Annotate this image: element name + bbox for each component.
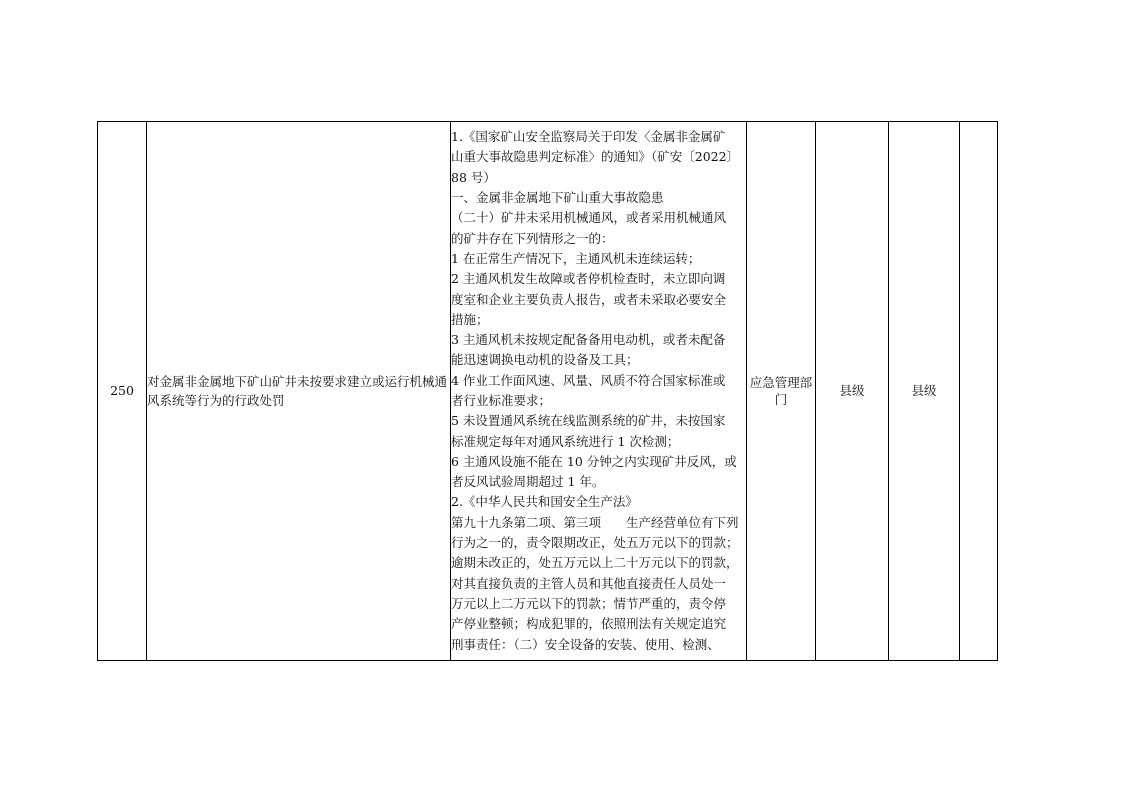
legal-basis-line: 88 号） (451, 169, 496, 185)
legal-basis-line: 的矿井存在下列情形之一的： (451, 230, 614, 246)
note-cell (960, 122, 998, 661)
legal-basis-line: 6 主通风设施不能在 10 分钟之内实现矿井反风，或 (451, 453, 737, 469)
legal-basis-line: 度室和企业主要负责人报告，或者未采取必要安全 (451, 291, 727, 307)
legal-basis-cell (451, 122, 747, 661)
authority-table (97, 121, 998, 661)
department-cell (747, 122, 816, 661)
legal-basis-line: 第九十九条第二项、第三项 生产经营单位有下列 (451, 514, 739, 530)
legal-basis-line: 1 在正常生产情况下，主通风机未连续运转； (451, 250, 701, 266)
level-cell-2: 县级 (889, 122, 960, 661)
legal-basis-line: 2 主通风机发生故障或者停机检查时，未立即向调 (451, 271, 726, 287)
legal-basis-line: 4 作业工作面风速、风量、风质不符合国家标准或 (451, 372, 726, 388)
legal-basis-line: 刑事责任：（二）安全设备的安装、使用、检测、 (451, 636, 720, 652)
legal-basis-text (451, 127, 746, 655)
legal-basis-line: 者反风试验周期超过 1 年。 (451, 474, 605, 490)
legal-basis-line: 产停业整顿；构成犯罪的，依照刑法有关规定追究 (451, 616, 727, 632)
legal-basis-line: 逾期未改正的，处五万元以上二十万元以下的罚款， (451, 555, 739, 571)
legal-basis-line: 一、金属非金属地下矿山重大事故隐患 (451, 190, 664, 206)
level-cell-1: 县级 (816, 122, 889, 661)
row-number: 250 (98, 122, 147, 661)
legal-basis-line: 5 未设置通风系统在线监测系统的矿井，未按国家 (451, 413, 726, 429)
legal-basis-line: 标准规定每年对通风系统进行 1 次检测； (451, 433, 680, 449)
legal-basis-line: 2.《中华人民共和国安全生产法》 (451, 494, 638, 510)
legal-basis-line: 能迅速调换电动机的设备及工具； (451, 352, 639, 368)
legal-basis-line: 行为之一的，责令限期改正，处五万元以下的罚款； (451, 535, 739, 551)
legal-basis-line: 对其直接负责的主管人员和其他直接责任人员处一 (451, 575, 727, 591)
item-name: 对金属非金属地下矿山矿井未按要求建立或运行机械通风系统等行为的行政处罚 (147, 374, 448, 408)
table-row (98, 122, 998, 661)
legal-basis-line: （二十）矿井未采用机械通风，或者采用机械通风 (451, 210, 727, 226)
department: 应急管理部门 (749, 375, 813, 407)
item-name-cell (147, 122, 451, 661)
legal-basis-line: 1.《国家矿山安全监察局关于印发〈金属非金属矿 (451, 129, 726, 145)
legal-basis-line: 万元以上二万元以下的罚款；情节严重的，责令停 (451, 595, 727, 611)
legal-basis-line: 者行业标准要求； (451, 393, 552, 408)
legal-basis-line: 3 主通风机未按规定配备备用电动机，或者未配备 (451, 332, 726, 348)
legal-basis-line: 措施； (451, 311, 489, 327)
legal-basis-line: 山重大事故隐患判定标准〉的通知》（矿安〔2022〕 (451, 149, 740, 165)
